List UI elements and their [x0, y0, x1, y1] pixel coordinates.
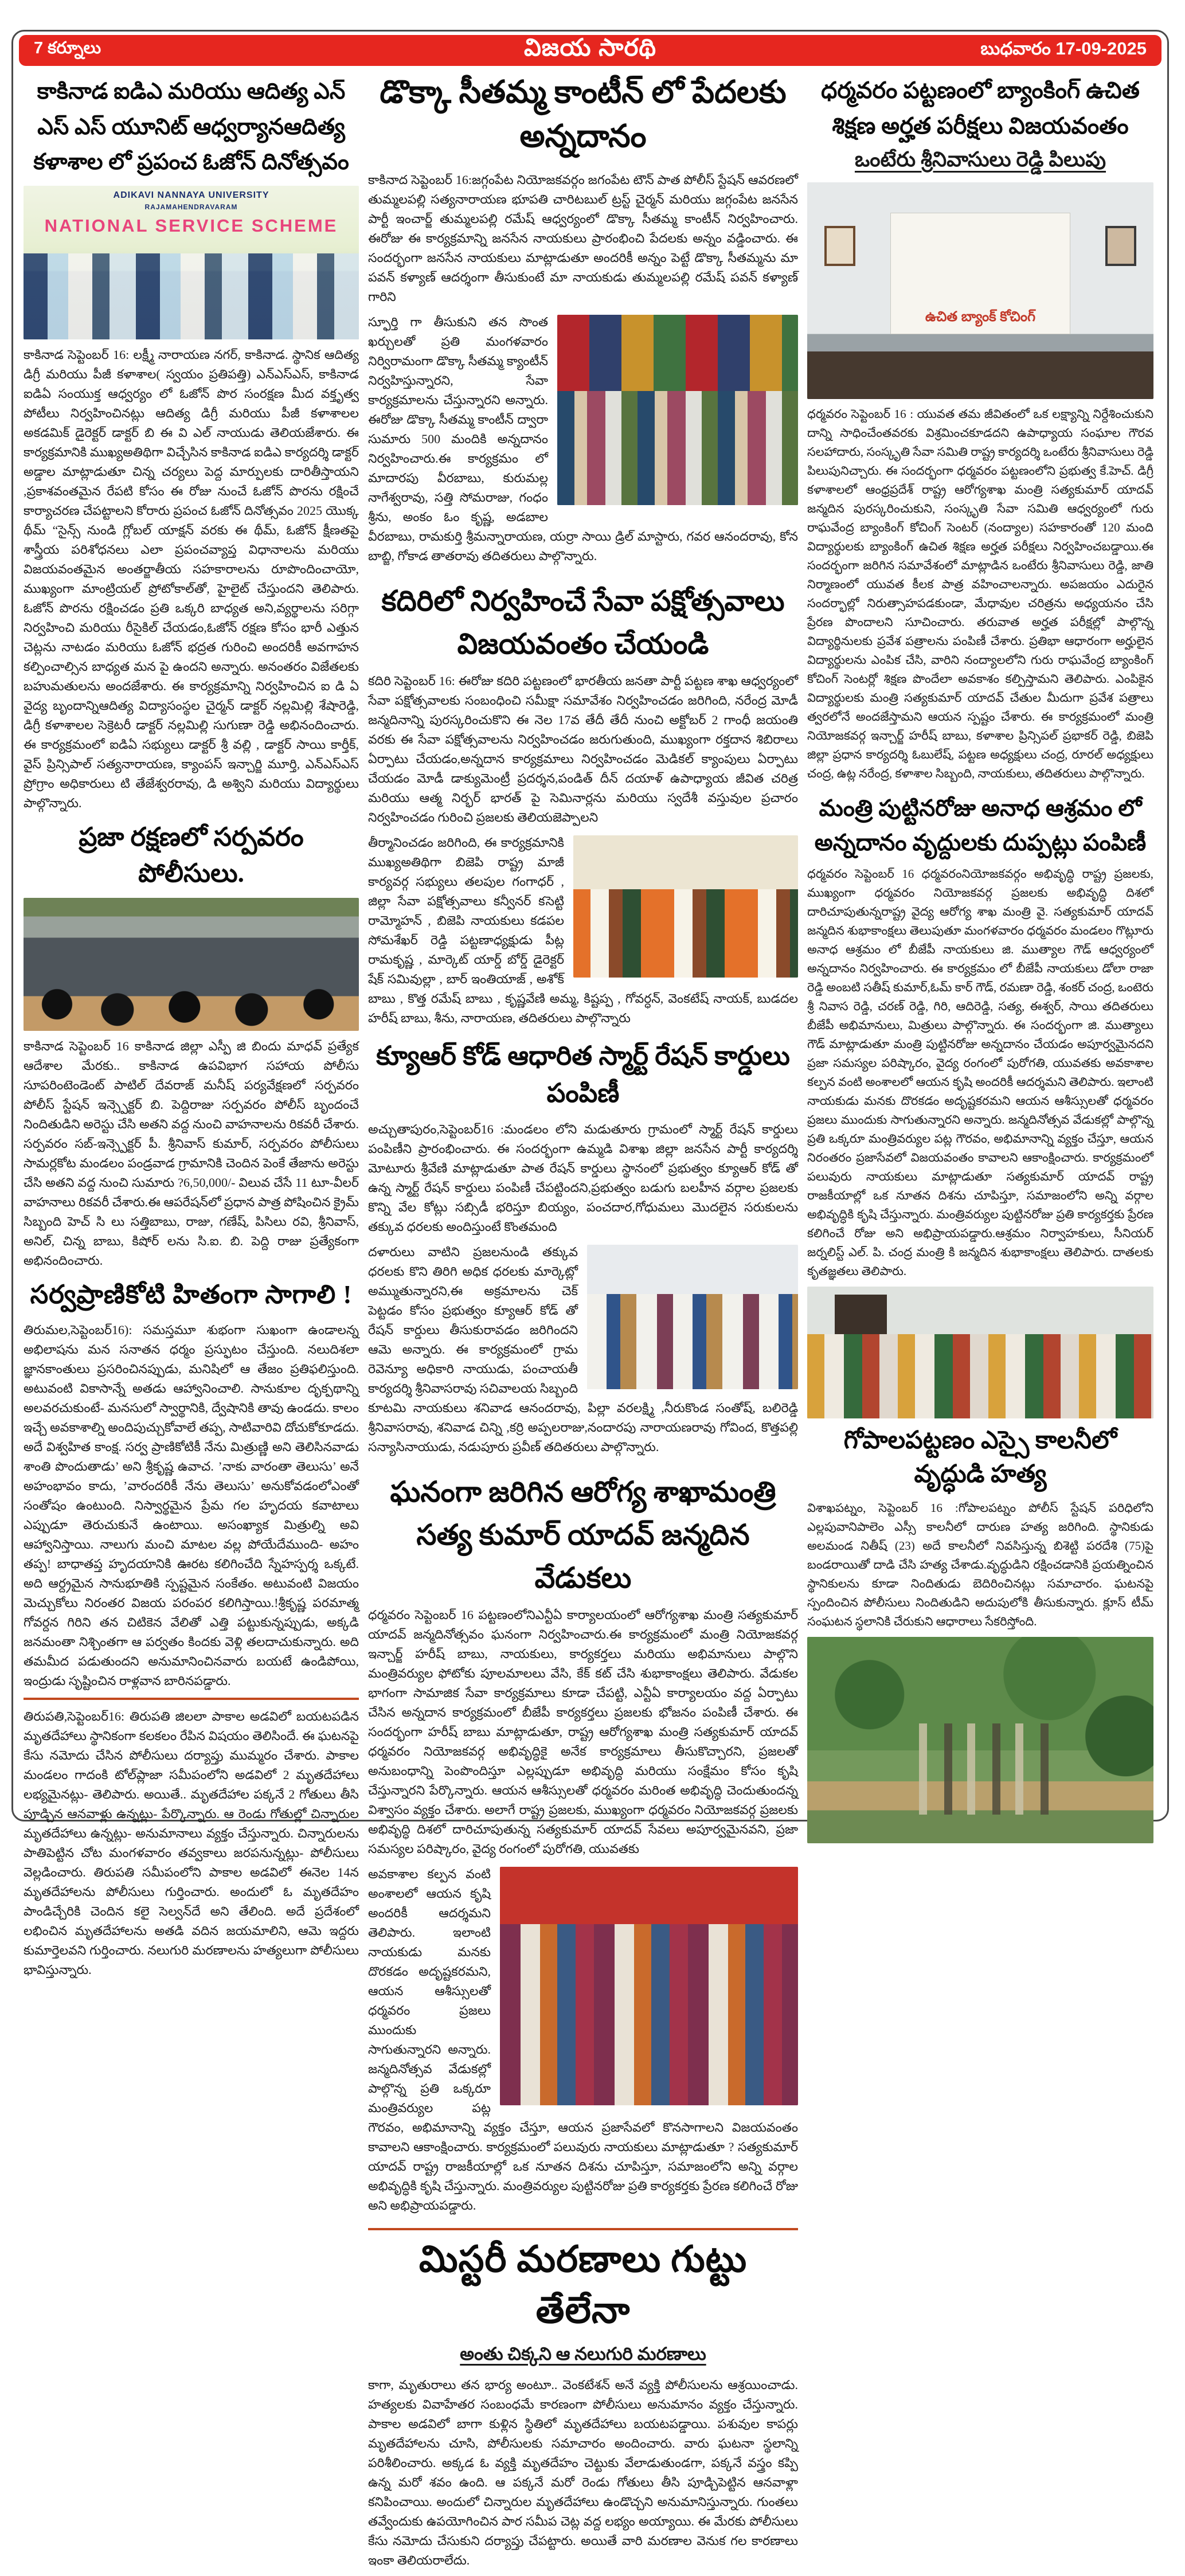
subhead-mystery-deaths: అంతు చిక్కని ఆ నలుగురి మరణాలు — [460, 2344, 706, 2364]
body-ashram-annadanam: ధర్మవరం సెప్టెంబర్ 16 ధర్మవరంనియోజకవర్గం అభివృద్ధి రాష్ట్ర ప్రజలకు, ముఖ్యంగా ధర్మవరం నియోజకవర్గ ప్రజలకు అభివృద్ధి దిశలో దారిచూపుతున్నరాష్ట్ర వైద్య ఆరోగ్య శాఖ మంత్రి వై. సత్యకుమార్ యాదవ్ జన్మదిన శుభాకాంక్షలు తెలుపుతూ మంగళవారం ధర్మవరం మండలం గొట్లూరు అనాధ ఆశ్రమం లో బీజేపీ నాయకులు జి. ముత్యాల గౌడ్ ఆధ్వర్యంలో అన్నదానం నిర్వహించారు. ఈ కార్యక్రమం లో బీజేపీ నాయకులు డోలా రాజా రెడ్డి అంబటి సతీష్ కుమార్,ఓమ్ కార్ గౌడ్, రమణా రెడ్డి, శంకర్ చంద్ర, ఒంటెరు శ్రీ నివాస రెడ్డి, చరణ్ రెడ్డి, గిరి, ఆదిరెడ్డి, సత్య, ఈశ్వర్, సాయి తదితరులు బీజేపీ అభిమానులు, మిత్రులు పాల్గొన్నారు. ఈ సందర్భంగా జి. ముత్యాలు గౌడ్ మాట్లాడుతూ మంత్రి పుట్టినరోజు అన్నదానం చేయడం అపూర్వమైనదని ప్రజా సమస్యల పరిష్కారం, వైద్య రంగంలో పురోగతి, యువతకు అవకాశాల కల్పన వంటి అంశాలలో ఆయన కృషి అందరికీ ఆదర్శమని తెలిపారు. ఇలాంటి నాయకుడు మనకు దొరకడం అదృష్టకరమని ఆయన ఆశీస్సులతో ధర్మవరం ప్రజలు ముందుకు సాగుతున్నారని అన్నారు. జన్మదినోత్సవ వేడుకల్లో పాల్గొన్న ప్రతి ఒక్కరూ మంత్రివర్యుల పట్ల గౌరవం, అభిమానాన్ని వ్యక్తం చేస్తూ, ఆయన నిరంతరం ప్రజాసేవలో విజయవంతం కావాలని ఆకాంక్షించారు. కార్యక్రమంలో పలువురు నాయకులు మాట్లాడుతూ సత్యకుమార్ యాదవ్ రాష్ట్ర రాజకీయాల్లో ఒక నూతన దిశను చూపిస్తూ, సమాజంలోని అన్ని వర్గాల అభివృద్ధికి కృషి చేస్తున్నారు. మంత్రివర్యుల పుట్టినరోజు ప్రతి కార్యకర్తకు ప్రేరణ కలిగించే రోజు అని అభిప్రాయపడ్డారు.ఆశ్రమం నిర్వాహకులు, సీనియర్ జర్నలిస్ట్ ఎల్. పి. చంద్ర మంత్రి కి జన్మదిన శుభాకాంక్షలు తెలిపారు. దాతలకు కృతజ్ఞతలు తెలిపారు. — [807, 867, 1153, 1278]
food-serving-photo — [807, 1287, 1153, 1418]
crime-scene-forest-photo — [807, 1637, 1153, 1843]
headline-devotional-column: సర్వప్రాణికోటి హితంగా సాగాలి ! — [30, 1280, 353, 1309]
photo-banner-text: NATIONAL SERVICE SCHEME — [44, 215, 338, 236]
article-mystery-deaths — [368, 2238, 798, 2570]
article-tirupati-deaths — [24, 1707, 359, 1980]
column-left — [24, 73, 359, 2576]
article-seetamma-canteen — [368, 74, 798, 572]
headline-mystery-deaths: మిస్టరీ మరణాలు గుట్టు తేలేనా — [419, 2239, 748, 2331]
newspaper-page — [11, 30, 1169, 2567]
body-sarpavaram-police: కాకినాడ సెప్టెంబర్ 16 కాకినాడ జిల్లా ఎస్పీ జి బిందు మాధవ్ ప్రత్యేక ఆదేశాల మేరకు.. కాకినాడ ఉపవిభాగ సహాయ పోలీసు సూపరింటెండెంట్ పాటిల్ దేవరాజ్ మనీష్ పర్యవేక్షణలో సర్పవరం పోలీస్ స్టేషన్ ఇన్స్పెక్టర్ బి. పెద్దిరాజు సర్పవరం పోలీస్ బృందంచే నిందితుడిని అరెస్టు చేసి అతని వద్ద నుంచి వాహనాలను రికవరీ చేశారు. సర్పవరం సబ్-ఇన్స్పెక్టర్ పీ. శ్రీనివాస్ కుమార్, సర్పవరం పోలీసులు సామర్లకోట మండలం పండ్రవాడ గ్రామానికి చెందిన పెంకే తేజాను అరెస్టు చేసి అతని వద్ద నుంచి సుమారు ?6,50,000/- విలువ చేసే 11 టూ-వీలర్ వాహనాలు రికవరీ చేశారు.ఈ ఆపరేషన్‌లో ప్రధాన పాత్ర పోషించిన క్రైమ్ సిబ్బంది హెచ్ సి లు సత్తిబాబు, రాజు, గణేష్, పిసిలు రవి, శ్రీనివాస్, అనిల్, చిన్న బాబు, కిషోర్ లను సి.ఐ. బి. పెద్ది రాజు ప్రత్యేకంగా అభినందించారు. — [24, 1038, 359, 1268]
article-ashram-annadanam — [807, 791, 1153, 1418]
headline-ozone-day: కాకినాడ ఐడిఎ మరియు ఆదిత్య ఎన్ ఎస్ ఎస్ యూనిట్ ఆధ్వర్యానఆదిత్య కళాశాల లో ప్రపంచ ఓజోన్ దినోత్సవం — [33, 79, 349, 175]
body-qr-ration-intro: అచ్చుతాపురం,సెప్టెంబర్16 :మండలం లోని మడుతూరు గ్రామంలో స్మార్ట్ రేషన్ కార్డులు పంపిణీని ప్రారంభించారు. ఈ సందర్భంగా ఉమ్మడి విశాఖ జిల్లా జనసేన పార్టీ కార్యదర్శి మోటూరు శ్రీవేణి మాట్లాడుతూ పాత రేషన్ కార్డులు స్థానంలో ప్రభుత్వం క్యూఆర్ కోడ్ తో ఉన్న స్మార్ట్ రేషన్ కార్డులు పంపిణీ చేపట్టిందని,ప్రభుత్వం బడుగు బలహీన వర్గాల ప్రజలకు కొన్ని వేల కోట్లు సబ్సిడీ భరిస్తూ బియ్యం, పంచదార,గోధుమలు మొదలైన సరుకులను తక్కువ ధరలకు అందిస్తుంటే కొంతమంది — [368, 1122, 798, 1234]
body-minister-birthday-main: అవకాశాల కల్పన వంటి అంశాలలో ఆయన కృషి అందరికీ ఆదర్శమని తెలిపారు. ఇలాంటి నాయకుడు మనకు దొరకడం అదృష్టకరమని, ఆయన ఆశీస్సులతో ధర్మవరం ప్రజలు ముందుకు సాగుతున్నారని అన్నారు. జన్మదినోత్సవ వేడుకల్లో పాల్గొన్న ప్రతి ఒక్కరూ మంత్రివర్యుల పట్ల గౌరవం, అభిమానాన్ని వ్యక్తం చేస్తూ, ఆయన ప్రజాసేవలో కొనసాగాలని విజయవంతం కావాలని ఆకాంక్షించారు. కార్యక్రమంలో పలువురు నాయకులు మాట్లాడుతూ ? సత్యకుమార్ యాదవ్ రాష్ట్ర రాజకీయాల్లో ఒక నూతన దిశను చూపిస్తూ, సమాజంలోని అన్ని వర్గాల అభివృద్ధికి కృషి చేస్తున్నారు. మంత్రివర్యుల పుట్టినరోజు ప్రతి కార్యకర్తకు ప్రేరణ కలిగించే రోజు అని అభిప్రాయపడ్డారు. — [368, 1867, 798, 2213]
ration-card-distribution-photo — [587, 1245, 798, 1389]
body-seetamma-canteen-main: స్ఫూర్తి గా తీసుకుని తన సొంత ఖర్చులతో ప్రతి మంగళవారం నిర్విరామంగా డొక్కా సీతమ్మ క్యాంటీన్ నిర్వహిస్తున్నారని, సేవా కార్యక్రమాలను చేస్తున్నారని అన్నారు. ఈరోజు డొక్కా సీతమ్మ కాంటీన్ ద్వారా సుమారు 500 మందికి అన్నదానం నిర్వహించారు.ఈ కార్యక్రమం లో మాదారపు వీరబాబు, కురుమల్ల నాగేశ్వరావు, సత్తి సోమరాజు, గంధం శ్రీను, అంకం ఓం కృష్ణ, అడబాల వీరబాబు, రామకుర్తి శ్రీమన్నారాయణ, యర్రా సాయి డ్రిల్ మాస్టారు, గవర ఆనందరావు, కోన బాబ్జి, గోకాడ తాతరావు తదితరులు పాల్గొన్నారు. — [368, 315, 798, 563]
nss-event-photo — [24, 186, 359, 339]
body-qr-ration-main: దళారులు వాటిని ప్రజలనుండి తక్కువ ధరలకు కొని తిరిగి అధిక ధరలకు మార్కెట్లో అమ్ముతున్నారని,ఈ అక్రమాలను చెక్ పెట్టడం కోసం ప్రభుత్వం క్యూఆర్ కోడ్ తో రేషన్ కార్డులు తీసుకురావడం జరిగిందని ఆమె అన్నారు. ఈ కార్యక్రమంలో గ్రామ రెవెన్యూ అధికారి నాయుడు, పంచాయతీ కార్యదర్శి శ్రీనివాసరావు సచివాలయ సిబ్బంది కూటమి నాయకులు శనివాడ ఆనందరావు, పిల్లా వరలక్ష్మి ,నీరుకొండ సంతోష్, బలిరెడ్డి శ్రీనివాసరావు, శనివాడ చిన్ని ,కర్రి అప్పలరాజు,నందారపు నారాయణరావు గోవింద, కొత్తపల్లి సన్యాసినాయుడు, నడుపూరు ప్రవీణ్ తదితరులు పాల్గొన్నారు. — [368, 1245, 798, 1454]
photo-banner-text: ADIKAVI NANNAYA UNIVERSITY — [113, 190, 269, 200]
article-devotional-column — [24, 1280, 359, 1691]
section-divider — [368, 2228, 798, 2230]
body-seetamma-canteen-intro: కాకినాద సెప్టెంబర్ 16:జగ్గంపేట నియోజకవర్గం జగంపేట టౌన్ పాత పోలీస్ స్టేషన్ ఆవరణలో తుమ్మలపల్లి సత్యనారాయణ భూపతి చారిటబుల్ ట్రస్ట్ చైర్మన్ మరియు జగ్గంపేట జనసేన పార్టీ ఇంచార్జ్ తుమ్మలపల్లి రమేష్ ఆధ్వర్యంలో డొక్కా సీతమ్మ కాంటీన్ నిర్వహించారు. ఈరోజు ఈ కార్యక్రమాన్ని జనసేన నాయకులు ప్రారంభించి పేదలకు అన్నం వడ్డించారు. ఈ సందర్భంగా జనసేన నాయకులు మాట్లాడుతూ అందరికీ అన్నం పెట్టే డొక్కా సీతమ్మను మా పవన్ కళ్యాణ్ ఆదర్శంగా తీసుకుంటే మా నాయకుడు తుమ్మలపల్లి రమేష్ పవన్ కళ్యాణ్ గారిని — [368, 173, 798, 304]
headline-ashram-annadanam: మంత్రి పుట్టినరోజు అనాధ ఆశ్రమం లో అన్నదానం వృద్దులకు దుప్పట్లు పంపిణీ — [814, 795, 1147, 855]
canteen-tent-photo — [557, 315, 798, 505]
photo-banner-text: RAJAMAHENDRAVARAM — [144, 202, 238, 211]
body-mystery-deaths: కాగా, మృతురాలు తన భార్య అంటూ.. వెంకటేశన్ అనే వ్యక్తి పోలీసులను ఆశ్రయించాడు. హత్యలకు వివాహేతర సంబంధమే కారణంగా పోలీసులు అనుమానం వ్యక్తం చేస్తున్నారు. పాకాల అడవిలో బాగా కుళ్లిన స్థితిలో మృతదేహాలు బయటపడ్డాయి. పశువుల కాపర్లు మృతదేహాలను చూసి, పోలీసులకు సమాచారం అందించారు. వారు ఘటనా స్థలాన్ని పరిశీలించారు. అక్కడ ఓ వ్యక్తి మృతదేహం చెట్టుకు వేలాడుతుండగా, పక్కనే వస్త్రం కప్పి ఉన్న మరో శవం ఉంది. ఆ పక్కనే మరో రెండు గోతులు తీసి పూడ్చిపెట్టిన ఆనవాళ్లా కనిపించాయి. అందులో చిన్నారుల మృతదేహాలు ఉండొచ్చని అనుమానిస్తున్నారు. గుంతలు తవ్వేందుకు ఉపయోగించిన పార సమీప చెట్ల వద్ద లభ్యం అయ్యాయి. ఈ మేరకు పోలీసులు కేసు నమోదు చేసుకుని దర్యాప్తు చేపట్టారు. అయితే వారి మరణాల వెనుక గల కారణాలు ఇంకా తెలియరాలేదు. — [368, 2378, 798, 2567]
body-devotional-column: తిరుమల,సెప్టెంబర్16): సమస్తమూ శుభంగా సుఖంగా ఉండాలన్న అభిలాషను మన సనాతన ధర్మం ప్రస్ఫుటం చేస్తుంది. నలుదిశలా జ్ఞానకాంతులు ప్రసరించినప్పుడు, మనిషిలో ఆ తేజం ప్రతిఫలిస్తుంది. అటువంటి వికాసాన్నే అతడు ఆహ్వానించాలి. సానుకూల దృక్పథాన్ని అలవరచుకుంటే- మనసులో స్వార్థానికి, ద్వేషానికి తావు ఉండదు. కాలం ఇచ్చే అవకాశాల్ని అందిపుచ్చుకోవాలే తప్ప, సాటివారివి దోచుకోకూడదు. అదే విశ్వహిత కాంక్ష. సర్వ ప్రాణికోటికీ నేను మిత్రుణ్ణి అని తెలిసినవాడు శాంతి పొందుతాడు’ అని శ్రీకృష్ణ ఉవాచ. ’నాకు వారంతా తెలుసు’ అనే అహంభావం కాదు, ’వారందరికీ నేను తెలుసు’ అనుకోవడంలోఎంతో సంతోషం ఉంటుంది. నిస్వార్థమైన ప్రేమ గల హృదయ కవాటాలు ఎప్పుడూ తెరుచుకునే ఉంటాయి. అసంఖ్యాక మిత్రుల్ని అవి ఆహ్వానిస్తాయి. నాలుగు మంచి మాటల వల్ల పోయేదేముంది- అహం తప్ప! బాధాతప్త హృదయానికి ఊరట కలిగించేది స్నేహస్పర్శ ఒక్కటే. అది ఆర్ద్రమైన సానుభూతికి స్పష్టమైన సంకేతం. అటువంటి విజయం మెచ్చుకోలు నిరంతర విజయ పరంపర కలిగిస్తాయి.!శ్రీకృష్ణ పరమాత్మ గోవర్దన గిరిని తన చిటికెన వేలితో ఎత్తి పట్టుకున్నప్పుడు, అక్కడి జనమంతా నిశ్చింతగా ఆ పర్వతం కిందకు వెళ్లి తలదాచుకున్నారు. అది తమమీద పడుతుందని అనుమానించినవారు బయటే ఉండిపోయి, ఇంద్రుడు సృష్టించిన రాళ్లవాన బారినపడ్డారు. — [24, 1322, 359, 1688]
body-ozone-day: కాకినాడ సెప్టెంబర్ 16: లక్ష్మీ నారాయణ నగర్, కాకినాడ. స్థానిక ఆదిత్య డిగ్రీ మరియు పీజీ కళాశాల( స్వయం ప్రతిపత్తి) ఎన్ఎస్ఎస్, కాకినాడ ఐడిఏ సంయుక్త ఆధ్వర్యం లో ఓజోన్ పొర సంరక్షణ మీద వక్తృత్వ పోటీలు నిర్వహించినట్లు ఆదిత్య డిగ్రీ మరియు పీజీ కళాశాలల అకడమిక్ డైరెక్టర్ డాక్టర్ బి ఈ వి ఎల్ నాయుడు తెలియజేశారు. ఈ కార్యక్రమానికి ముఖ్యఅతిథిగా విచ్చేసిన కాకినాడ ఐడిఎ కార్యదర్శి డాక్టర్ అడ్డాల మాట్లాడుతూ చిన్న చర్యలు పెద్ద మార్పులకు దారితీస్తాయని ,ప్రకాశవంతమైన రేపటి కోసం ఈ రోజు నుంచే ఓజోన్ పొరను రక్షించే కార్యాచరణ చేపట్టాలని కోరారు ప్రపంచ ఓజోన్ దినోత్సవం 2025 యొక్క థీమ్ “సైన్స్ నుండి గ్లోబల్ యాక్షన్ వరకు ఈ థీమ్, ఓజోన్ క్షీణతపై శాస్త్రీయ పరిశోధనలు ఎలా ప్రపంచవ్యాప్త విధానాలను మరియు విజయవంతమైన అంతర్జాతీయ సహకారాలను రూపొందించాయో, ముఖ్యంగా మాంట్రియల్ ప్రోటోకాల్‌తో, హైలైట్ చేస్తుందని తెలిపారు. ఓజోన్ పొరను రక్షించడం ప్రతి ఒక్కరి బాధ్యత అని,వ్యర్థాలను సరిగ్గా నిర్వహించి మరియు రీసైకిల్ చేయడం,ఓజోన్ రక్షణ కోసం భారీ ఎత్తున చెట్లను నాటడం మరియు ఓజోన్ భద్రత గురించి అందరికీ అవగాహన కల్పించాల్సిన బాధ్యత మన పై ఉందని అన్నారు. అనంతరం విజేతలకు బహుమతులను అందజేశారు. ఈ కార్యక్రమాన్ని నిర్వహించిన ఐ డి ఏ వైద్య బృందాన్నిఆదిత్య విద్యాసంస్థల చైర్మన్ డాక్టర్ నల్లమిల్లి శేషారెడ్డి, డిగ్రీ కళాశాలల సెక్రెటరీ డాక్టర్ నల్లమిల్లి సుగుణా రెడ్డి అభినందించారు. ఈ కార్యక్రమంలో ఐడిఏ సభ్యులు డాక్టర్ శ్రీ వల్లి , డాక్టర్ సాయి కార్తీక్, వైస్ ప్రిన్సిపాల్ సత్యనారాయణ, క్యాంపస్ ఇన్చార్జి మూర్తి, ఎన్ఎస్ఎస్ ప్రోగ్రాం అధికారులు టి తేజేశ్వరరావు, డి అశ్విని మరియు విద్యార్థులు పాల్గొన్నారు. — [24, 347, 359, 810]
hall-banner-text: ఉచిత బ్యాంక్ కోచింగ్ — [925, 308, 1036, 325]
cake-cutting-photo — [500, 1867, 798, 2105]
masthead-title: విజయ సారథి — [523, 33, 657, 61]
column-middle — [368, 73, 798, 2576]
headline-sarpavaram-police: ప్రజా రక్షణలో సర్పవరం పోలీసులు. — [79, 822, 304, 888]
body-banking-training: ధర్మవరం సెప్టెంబర్ 16 : యువత తమ జీవితంలో ఒక లక్ష్యాన్ని నిర్దేశించుకుని దాన్ని సాధించేంతవరకు విశ్రమించకూడదని ఉపాధ్యాయ సంఘాల గౌరవ సలహాదారు, సంస్కృతి సేవా సమితి రాష్ట్ర కార్యదర్శి ఒంటేరు శ్రీనివాసులు రెడ్డి పిలుపునిచ్చారు. ఈ సందర్భంగా ధర్మవరం పట్టణంలోని ప్రభుత్వ కే.హెచ్. డిగ్రీ కళాశాలలో ఆంధ్రప్రదేశ్ రాష్ట్ర ఆరోగ్యశాఖ మంత్రి సత్యకుమార్ యాదవ్ జన్మదిన పురస్కరించుకుని, సంస్కృతి సేవా సమితి ఆధ్వర్యంలో గురు రాఘవేంద్ర బ్యాంకింగ్ కోచింగ్ సెంటర్ (నంద్యాల) సహకారంతో 120 మంది విద్యార్థులకు బ్యాంకింగ్ ఉచిత శిక్షణ అర్హత పరీక్షలు నిర్వహించబడ్డాయి.ఈ సందర్భంగా జరిగిన సమావేశంలో మాట్లాడిన ఒంటేరు శ్రీనివాసులు రెడ్డి, జాతి నిర్మాణంలో యువత కీలక పాత్ర వహించాలన్నారు. అపజయం ఎదురైన సందర్భాల్లో నిరుత్సాహపడకుండా, మేధావుల చరిత్రను అధ్యయనం చేసి ప్రేరణ పొందాలని సూచించారు. తరువాత అర్హత పరీక్షల్లో పాల్గొన్న విద్యార్థినులకు ప్రవేశ పత్రాలను పంపిణీ చేశారు. ప్రతిభా ఆధారంగా అర్హులైన విద్యార్థులను ఎంపిక చేసి, వారిని నంద్యాలలోని గురు రాఘవేంద్ర బ్యాంకింగ్ కోచింగ్ సెంటర్లో శిక్షణ పొందేలా అవకాశం కల్పిస్తామని తెలిపారు. ఎంపికైన విద్యార్థులకు మంత్రి సత్యకుమార్ యాదవ్ చేతుల మీదుగా ప్రవేశ పత్రాలు త్వరలోనే అందజేస్తామని ఆయన స్పష్టం చేశారు. ఈ కార్యక్రమంలో మంత్రి నియోజకవర్గ ఇన్చార్జ్ హరీష్ బాబు, కళాశాల ప్రిన్సిపల్ ప్రభాకర్ రెడ్డి, బిజెపి జిల్లా ప్రధాన కార్యదర్శి ఓబులేష్, పట్టణ అధ్యక్షులు చంద్ర, రూరల్ అధ్యక్షులు చంద్ర, ఉట్ల నరేంద్ర, కళాశాల సిబ్బంది, నాయకులు, తదితరులు పాల్గొన్నారు. — [807, 407, 1153, 780]
column-right — [807, 73, 1153, 2576]
article-gopalapatnam-murder — [807, 1426, 1153, 1843]
article-sarpavaram-police — [24, 822, 359, 1271]
body-gopalapatnam-murder: విశాఖపట్నం, సెప్టెంబర్ 16 :గోపాలపట్నం పోలీస్ స్టేషన్ పరిధిలోని ఎల్లపువానిపాలెం ఎస్సీ కాలనీలో దారుణ హత్య జరిగింది. స్థానికుడు అలమండ నితీష్ (23) అదే కాలనీలో నివసిస్తున్న బిశెట్టి పరదేశి (75)పై బండరాయితో దాడి చేసి హత్య చేశాడు.వృద్ధుడిని రక్షించడానికి ప్రయత్నించిన స్థానికులను కూడా నిందితుడు బెదిరించినట్లు సమాచారం. ఘటనపై స్పందించిన పోలీసులు నిందితుడిని అదుపులోకి తీసుకున్నారు. క్లూస్ టీమ్ సంఘటన స్థలానికి చేరుకుని ఆధారాలు సేకరిస్తోంది. — [807, 1501, 1153, 1628]
body-tirupati-deaths: తిరుపతి,సెప్టెంబర్16: తిరుపతి జిలలా పాకాల అడవిలో బయటపడిన మృతదేహాలు స్థానికంగా కలకలం రేపిన విషయం తెలిసిందే. ఈ ఘటనపై కేసు నమోదు చేసిన పోలీసులు దర్యాప్తు ముమ్మరం చేశారు. పాకాల మండలం గాదంకి టోల్‌ప్లాజా సమీపంలోని అడవిలో 2 మృతదేహాలు లభ్యమైనట్లు- తెలిపారు. అయితే.. మృతదేహాల పక్కనే 2 గోతులు తీసి పూడ్చిన ఆనవాళ్లు ఉన్నట్లు- పేర్కొన్నారు. ఆ రెండు గోతుల్లో చిన్నారుల మృతదేహాలు ఉన్నట్లు- అనుమానాలు వ్యక్తం చేస్తున్నారు. చిన్నారులను పాతిపెట్టిన చోట మంగళవారం తవ్వకాలు జరపనున్నట్లు- పోలీసులు వెల్లడించారు. తిరుపతి సమీపంలోని పాకాల అడవిలో ఈనెల 14న మృతదేహాలను పోలీసులు గుర్తించారు. అందులో ఓ మృతదేహం పాండిచ్చేరికి చెందిన కలై సెల్వన్‌దే అని తేలింది. అదే ప్రదేశంలో లభించిన మృతదేహాలను అతడి వదిన జయమాలిని, ఆమె ఇద్దరు కుమార్తెలవని గుర్తించారు. నలుగురి మరణాలను హత్యలుగా పోలీసులు భావిస్తున్నారు. — [24, 1709, 359, 1977]
article-qr-ration-cards — [368, 1041, 798, 1463]
article-minister-birthday — [368, 1471, 798, 2221]
recovered-bikes-photo — [24, 898, 359, 1031]
body-kadiri-seva-main: తీర్మానించడం జరిగింది, ఈ కార్యక్రమానికి ముఖ్యఅతిథిగా బిజెపి రాష్ట్ర మాజీ కార్యవర్గ సభ్యులు తలపుల గంగాధర్ , జిల్లా సేవా పక్షోత్సవాలు కన్వీనర్ కసెట్టి రామ్మోహన్ , బిజెపి నాయకులు కడపల సోమశేఖర్ రెడ్డి పట్టణాధ్యక్షుడు పీట్ల రామకృష్ణ , మార్కెట్ యార్డ్ బోర్డ్ డైరెక్టర్ షేక్ సమివుల్లా , బార్ ఇంతియాజ్ , అశోక్ బాబు , కొత్త రమేష్ బాబు , కృష్ణవేణి అమ్మ, కిష్టప్ప , గోవర్ధన్, వెంకటేష్ నాయక్, బుడదల హరీష్ బాబు, శీను, నారాయణ, తదితరులు పాల్గొన్నారు — [368, 835, 798, 1025]
bjp-meeting-photo — [573, 835, 798, 978]
body-minister-birthday-intro: ధర్మవరం సెప్టెంబర్ 16 పట్టణంలోనిఎన్టీఏ కార్యాలయంలో ఆరోగ్యశాఖ మంత్రి సత్యకుమార్ యాదవ్ జన్మదినోత్సవం ఘనంగా నిర్వహించారు.ఈ కార్యక్రమంలో మంత్రి నియోజకవర్గ ఇన్చార్జ్ హరీష్ బాబు, నాయకులు, కార్యకర్తలు మరియు అభిమానులు పాల్గొని మంత్రివర్యుల ఫోటోకు పూలమాలలు వేసి, కేక్ కట్ చేసి శుభాకాంక్షలు తెలిపారు. వేడుకల భాగంగా సామాజిక సేవా కార్యక్రమాలు కూడా చేపట్టి, ఎన్టీఏ కార్యాలయం వద్ద ఏర్పాటు చేసిన అన్నదాన కార్యక్రమంలో బీజేపీ కార్యకర్తలు ప్రజలకు భోజనం పంపిణీ చేశారు. ఈ సందర్భంగా హరీష్ బాబు మాట్లాడుతూ, రాష్ట్ర ఆరోగ్యశాఖ మంత్రి సత్యకుమార్ యాదవ్ ధర్మవరం నియోజకవర్గ అభివృద్ధికై అనేక కార్యక్రమాలు తీసుకొచ్చారని, ప్రజలతో అనుబంధాన్ని పెంపొందిస్తూ ఎల్లప్పుడూ అభివృద్ధి మరియు సంక్షేమం కోసం కృషి చేస్తున్నారని పేర్కొన్నారు. ఆయన ఆశీస్సులతో ధర్మవరం మరింత అభివృద్ధి చెందుతుందన్న విశ్వాసం వ్యక్తం చేశారు. అలాగే రాష్ట్ర ప్రజలకు, ముఖ్యంగా ధర్మవరం నియోజకవర్గ ప్రజలకు అభివృద్ధి దిశలో దారిచూపుతున్న సత్యకుమార్ యాదవ్ సేవలు అపూర్వమైనవని, ప్రజా సమస్యల పరిష్కారం, వైద్య రంగంలో పురోగతి, యువతకు — [368, 1608, 798, 1856]
headline-gopalapatnam-murder: గోపాలపట్టణం ఎస్సై కాలనీలో వృద్ధుడి హత్య — [843, 1427, 1117, 1488]
headline-kadiri-seva: కదిరిలో నిర్వహించే సేవా పక్షోత్సవాలు విజయవంతం చేయండి — [381, 585, 785, 660]
article-ozone-day — [24, 74, 359, 813]
section-divider — [24, 1698, 359, 1700]
article-banking-training — [807, 73, 1153, 783]
headline-qr-ration-cards: క్యూఆర్ కోడ్ ఆధారిత స్మార్ట్ రేషన్ కార్డులు పంపిణీ — [376, 1041, 790, 1108]
body-kadiri-seva-intro: కదిరి సెప్టెంబర్ 16: ఈరోజు కదిరి పట్టణంలో భారతీయ జనతా పార్టీ పట్టణ శాఖ ఆధ్వర్యంలో సేవా పక్షోత్సవాలకు సంబంధించి సమీక్షా సమావేశం నిర్వహించడం జరిగింది, నరేంద్ర మోడీ జన్మదినాన్ని పురస్కరించుకొని ఈ నెల 17వ తేదీ తేదీ నుంచి అక్టోబర్ 2 గాంధీ జయంతి వరకు ఈ సేవా పక్షోత్సవాలను నిర్వహించడం జరుగుతుంది, ముఖ్యంగా రక్తదాన శిబిరాలు ఏర్పాటు చేయడం,అన్నదాన కార్యక్రమాలు నిర్వహించడం మెడికల్ క్యాంపులు ఏర్పాటు చేయడం మోడీ డాక్యుమెంట్రీ ప్రదర్శన,పండిత్ దీన్ దయాళ్ ఉపాధ్యాయ జీవిత చరిత్ర మరియు ఆత్మ నిర్భర్ భారత్ పై సెమినార్లను మరియు స్వదేశీ వస్తువుల ప్రచారం నిర్వహించడం గురించి ప్రజలకు తెలియజెప్పాలని — [368, 674, 799, 824]
hall-banner — [890, 213, 1070, 334]
headline-banking-training: ధర్మవరం పట్టణంలో బ్యాంకింగ్ ఉచిత శిక్షణ అర్హత పరీక్షలు విజయవంతం — [821, 77, 1140, 139]
article-kadiri-seva — [368, 580, 798, 1034]
headline-seetamma-canteen: డొక్కా సీతమ్మ కాంటీన్ లో పేదలకు అన్నదానం — [380, 75, 787, 154]
page-number: 7 కర్నూలు — [34, 39, 101, 57]
coaching-hall-photo — [807, 182, 1153, 399]
page-columns — [19, 73, 1161, 2576]
subhead-banking-training: ఒంటేరు శ్రీనివాసులు రెడ్డి పిలుపు — [854, 148, 1106, 171]
headline-minister-birthday: ఘనంగా జరిగిన ఆరోగ్య శాఖామంత్రి సత్య కుమార్ యాదవ్ జన్మదిన వేడుకలు — [390, 1476, 776, 1594]
page-header — [19, 35, 1161, 66]
date-label: బుధవారం 17-09-2025 — [980, 38, 1147, 58]
